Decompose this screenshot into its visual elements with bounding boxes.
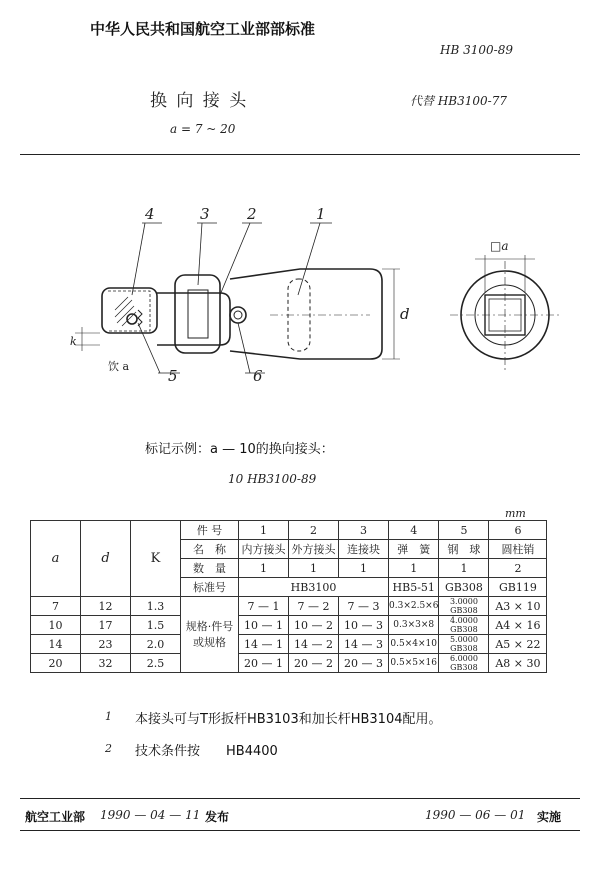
spec-p5: 5.0000 GB308 [439, 635, 489, 654]
note-text: 技术条件按 HB4400 [135, 744, 278, 759]
outer-square-head [230, 269, 382, 359]
standard-shared: HB3100 [239, 578, 389, 597]
spec-p2: 7 — 2 [289, 597, 339, 616]
callout-5: 5 [168, 367, 178, 385]
specification-table [30, 520, 547, 673]
document-title: 换 向 接 头 [150, 91, 249, 111]
value-k: 2.5 [131, 654, 181, 673]
spec-p6: A4 × 16 [489, 616, 547, 635]
header-rule [20, 154, 580, 155]
row-label-quantity: 数 量 [181, 559, 239, 578]
section-hatch [115, 297, 136, 326]
size-range: a = 7 ~ 20 [170, 122, 236, 136]
note-number: 2 [105, 742, 112, 755]
callout-1: 1 [316, 205, 326, 223]
spec-p2: 20 — 2 [289, 654, 339, 673]
part-quantity: 1 [289, 559, 339, 578]
spec-p4: 0.3×2.5×6 [389, 597, 439, 616]
marking-example-code: 10 HB3100-89 [228, 472, 317, 486]
spec-p5: 6.0000 GB308 [439, 654, 489, 673]
spec-p4: 0.5×5×16 [389, 654, 439, 673]
spec-p5: 4.0000 GB308 [439, 616, 489, 635]
footer-rule-bottom [20, 830, 580, 831]
value-d: 23 [81, 635, 131, 654]
value-d: 17 [81, 616, 131, 635]
spec-p3: 10 — 3 [339, 616, 389, 635]
org-title: 中华人民共和国航空工业部部标准 [90, 20, 316, 38]
standard-spring: HB5-51 [389, 578, 439, 597]
part-number: 5 [439, 521, 489, 540]
callout-6: 6 [253, 367, 263, 385]
footer-rule-top [20, 798, 580, 799]
effective-label: 实施 [537, 810, 562, 824]
dimension-d: d [400, 305, 410, 323]
issue-label: 发布 [205, 810, 230, 824]
part-number: 2 [289, 521, 339, 540]
part-quantity: 1 [239, 559, 289, 578]
spec-p3: 20 — 3 [339, 654, 389, 673]
col-head-d: d [81, 521, 131, 597]
spec-p6: A8 × 30 [489, 654, 547, 673]
marking-example-label: 标记示例：a — 10的换向接头： [145, 442, 334, 457]
part-number: 4 [389, 521, 439, 540]
part-name: 外方接头 [289, 540, 339, 559]
row-label-name: 名 称 [181, 540, 239, 559]
spec-p4: 0.3×3×8 [389, 616, 439, 635]
row-label-part-no: 件 号 [181, 521, 239, 540]
row-label-spec: 规格·件号 或规格 [181, 597, 239, 673]
part-name: 圆柱销 [489, 540, 547, 559]
value-d: 12 [81, 597, 131, 616]
row-label-standard: 标准号 [181, 578, 239, 597]
part-name: 内方接头 [239, 540, 289, 559]
callout-4: 4 [145, 205, 155, 223]
spec-p5: 3.0000 GB308 [439, 597, 489, 616]
spec-p1: 7 — 1 [239, 597, 289, 616]
part-number: 1 [239, 521, 289, 540]
value-a: 10 [31, 616, 81, 635]
spec-p6: A5 × 22 [489, 635, 547, 654]
spec-p3: 14 — 3 [339, 635, 389, 654]
standard-code: HB 3100-89 [440, 43, 513, 57]
part-name: 弹 簧 [389, 540, 439, 559]
spec-p3: 7 — 3 [339, 597, 389, 616]
part-number: 6 [489, 521, 547, 540]
unit-label: mm [505, 507, 526, 520]
spec-p1: 14 — 1 [239, 635, 289, 654]
standard-ball: GB308 [439, 578, 489, 597]
col-head-a: a [31, 521, 81, 597]
spec-p2: 14 — 2 [289, 635, 339, 654]
value-k: 1.5 [131, 616, 181, 635]
assembly-drawing [70, 195, 580, 395]
part-quantity: 1 [439, 559, 489, 578]
spec-p2: 10 — 2 [289, 616, 339, 635]
value-d: 32 [81, 654, 131, 673]
publisher: 航空工业部 [25, 810, 86, 824]
part-name: 钢 球 [439, 540, 489, 559]
callout-2: 2 [247, 205, 257, 223]
part-quantity: 1 [339, 559, 389, 578]
part-quantity: 1 [389, 559, 439, 578]
spec-p1: 10 — 1 [239, 616, 289, 635]
steel-ball [127, 314, 137, 324]
value-a: 14 [31, 635, 81, 654]
part-quantity: 2 [489, 559, 547, 578]
value-a: 7 [31, 597, 81, 616]
outer-square-yoke [157, 293, 230, 345]
value-k: 1.3 [131, 597, 181, 616]
dimension-slot: 饮 a [108, 360, 130, 373]
replaces-standard: 代替 HB3100-77 [410, 94, 507, 108]
part-name: 连接块 [339, 540, 389, 559]
dimension-k: k [70, 335, 77, 348]
spec-p6: A3 × 10 [489, 597, 547, 616]
effective-date: 1990 — 06 — 01 [425, 808, 526, 822]
dimension-square: □a [490, 239, 509, 253]
issue-date: 1990 — 04 — 11 [100, 808, 201, 822]
callout-3: 3 [200, 205, 210, 223]
note-number: 1 [105, 710, 112, 723]
note-text: 本接头可与T形扳杆HB3103和加长杆HB3104配用。 [135, 712, 442, 727]
connecting-block [175, 275, 220, 353]
col-head-k: K [131, 521, 181, 597]
standard-pin: GB119 [489, 578, 547, 597]
pin-circle [230, 307, 246, 323]
value-k: 2.0 [131, 635, 181, 654]
spec-p4: 0.5×4×10 [389, 635, 439, 654]
spec-p1: 20 — 1 [239, 654, 289, 673]
part-number: 3 [339, 521, 389, 540]
value-a: 20 [31, 654, 81, 673]
